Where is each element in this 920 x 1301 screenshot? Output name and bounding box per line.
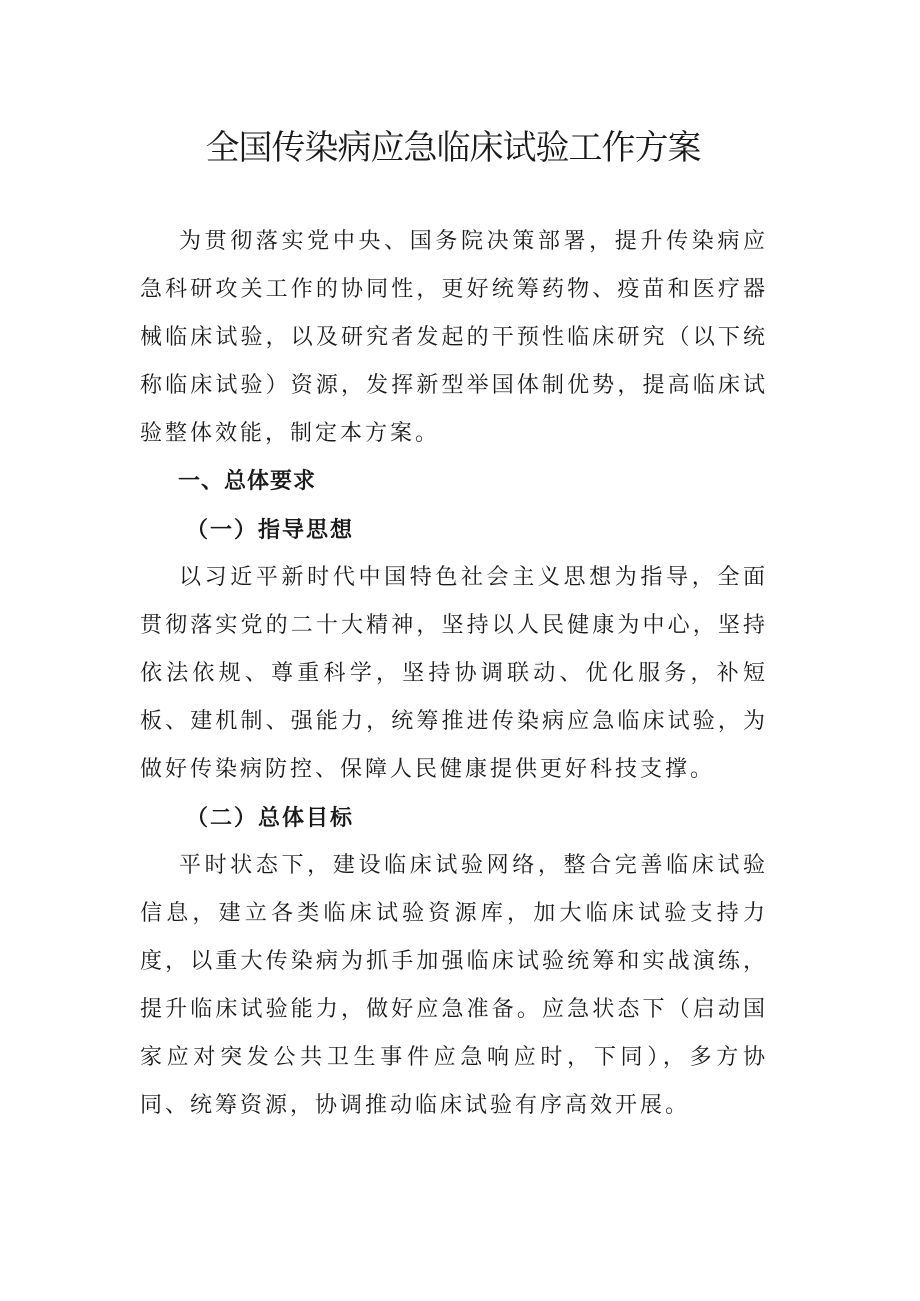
overall-goal-paragraph: 平时状态下，建设临床试验网络，整合完善临床试验信息，建立各类临床试验资源库，加大临床试验支持力度，以重大传染病为抓手加强临床试验统筹和实战演练，提升临床试验能力，做好应急准备。应急状态下（启动国家应对突发公共卫生事件应急响应时，下同），多方协同、统筹资源，协调推动临床试验有序高效开展。: [140, 853, 768, 1118]
intro-paragraph: 为贯彻落实党中央、国务院决策部署，提升传染病应急科研攻关工作的协同性，更好统筹药物、疫苗和医疗器械临床试验，以及研究者发起的干预性临床研究（以下统称临床试验）资源，发挥新型举国体制优势，提高临床试验整体效能，制定本方案。: [140, 229, 768, 446]
section-heading-overall-requirements: 一、总体要求: [178, 469, 317, 494]
guiding-thought-paragraph: 以习近平新时代中国特色社会主义思想为指导，全面贯彻落实党的二十大精神，坚持以人民健康为中心，坚持依法依规、尊重科学，坚持协调联动、优化服务，补短板、建机制、强能力，统筹推进传染病应急临床试验，为做好传染病防控、保障人民健康提供更好科技支撑。: [140, 565, 768, 782]
subsection-heading-guiding-thought: （一）指导思想: [186, 517, 355, 543]
document-title: 全国传染病应急临床试验工作方案: [205, 128, 701, 168]
subsection-heading-overall-goal: （二）总体目标: [186, 805, 355, 831]
